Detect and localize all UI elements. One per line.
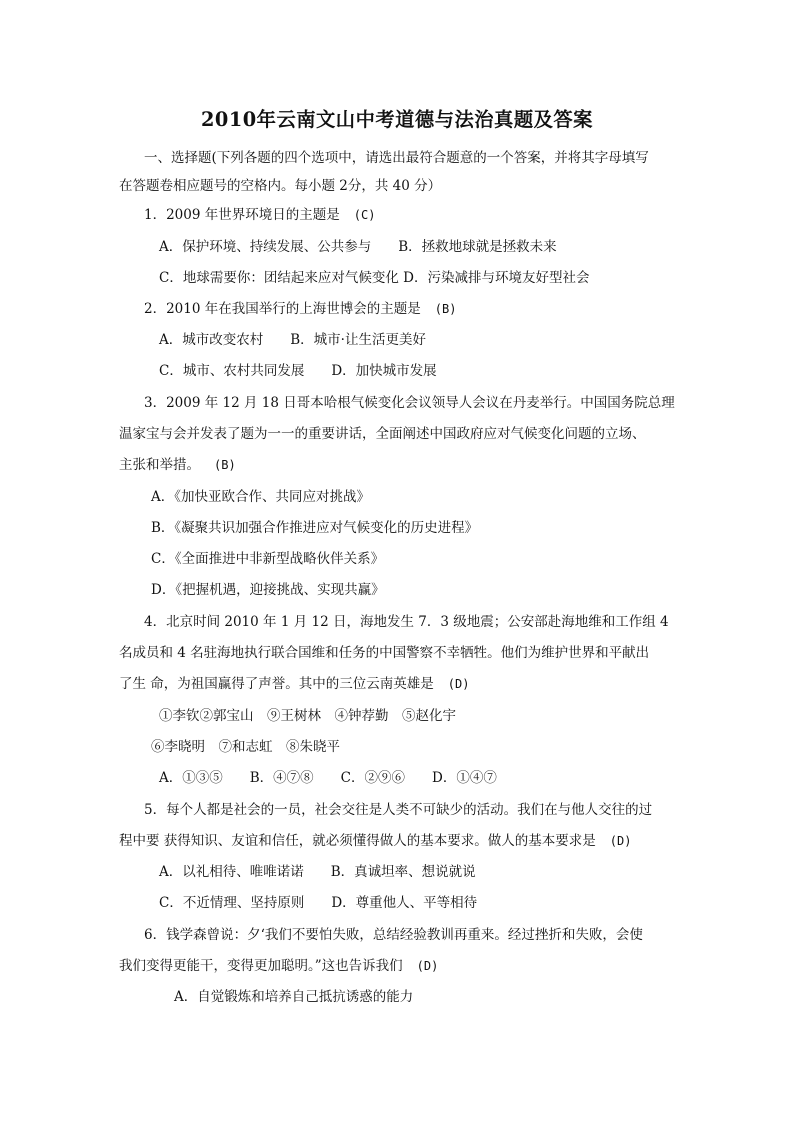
- question-3-option-c: C．《全面推进中非新型战略伙伴关系》: [151, 551, 385, 567]
- question-6-stem-line2: [119, 956, 438, 976]
- question-3-stem-line1: 3．2009 年 12 月 18 日哥本哈根气候变化会议领导人会议在丹麦举行。中国国务院总理: [144, 395, 675, 411]
- question-2-stem: [144, 299, 456, 319]
- question-3-option-b: B．《凝聚共识加强合作推进应对气候变化的历史进程》: [151, 520, 479, 536]
- question-1-answer: (C): [353, 208, 376, 222]
- question-6-option-a: A．自觉锻炼和培养自己抵抗诱惑的能力: [174, 989, 414, 1005]
- question-2-text: 2．2010 年在我国举行的上海世博会的主题是: [144, 301, 421, 317]
- question-3-option-d: D．《把握机遇，迎接挑战、实现共赢》: [151, 582, 385, 598]
- question-3-stem-line3: [119, 455, 236, 475]
- question-1-options-line1: A．保护环境、持续发展、公共参与 B．拯救地球就是拯救未来: [159, 239, 557, 255]
- question-5-stem-line2: [119, 831, 631, 851]
- question-4-names-line2: ⑥李晓明 ⑦和志虹 ⑧朱晓平: [151, 739, 340, 755]
- page-title: 2010年云南文山中考道德与法治真题及答案: [201, 108, 593, 131]
- question-5-options-line1: A．以礼相待、唯唯诺诺 B．真诚坦率、想说就说: [159, 864, 476, 880]
- question-5-stem-line1: 5．每个人都是社会的一员，社会交往是人类不可缺少的活动。我们在与他人交往的过: [144, 802, 653, 818]
- question-6-text: 我们变得更能干，变得更加聪明。”这也告诉我们: [119, 958, 403, 974]
- question-2-answer: (B): [434, 302, 457, 316]
- section-instructions-line1: 一、选择题(下列各题的四个选项中，请选出最符合题意的一个答案，并将其字母填写: [144, 150, 649, 166]
- question-3-stem-line2: 温家宝与会并发表了题为一一的重要讲话，全面阐述中国政府应对气候变化问题的立场、: [119, 426, 646, 442]
- question-2-options-line2: C．城市、农村共同发展 D．加快城市发展: [159, 363, 437, 379]
- question-1-text: 1．2009 年世界环境日的主题是: [144, 207, 340, 223]
- question-4-text: 了生 命，为祖国赢得了声誉。其中的三位云南英雄是: [119, 676, 434, 692]
- question-4-stem-line1: 4．北京时间 2010 年 1 月 12 日，海地发生 7．3 级地震；公安部赴海地维和工作组 4: [144, 614, 669, 630]
- question-4-names-line1: ①李钦②郭宝山 ⑨王树林 ④钟荐勤 ⑤赵化宇: [159, 708, 456, 724]
- question-4-answer: (D): [447, 677, 470, 691]
- question-5-answer: (D): [609, 834, 632, 848]
- section-instructions-line2: 在答题卷相应题号的空格内。每小题 2分，共 40 分）: [119, 178, 442, 194]
- question-4-stem-line3: [119, 674, 469, 694]
- question-4-stem-line2: 名成员和 4 名驻海地执行联合国维和任务的中国警察不幸牺牲。他们为维护世界和平献出: [119, 645, 650, 661]
- question-1-stem: [144, 205, 375, 225]
- question-6-stem-line1: 6．钱学森曾说：夕‘我们不要怕失败，总结经验教训再重来。经过挫折和失败，会使: [144, 927, 643, 943]
- question-4-options: A．①③⑤ B．④⑦⑧ C．②⑨⑥ D．①④⑦: [159, 770, 497, 786]
- question-2-options-line1: A．城市改变农村 B．城市·让生活更美好: [159, 332, 426, 348]
- question-1-options-line2: C．地球需要你：团结起来应对气候变化 D．污染减排与环境友好型社会: [159, 270, 590, 286]
- question-3-option-a: A．《加快亚欧合作、共同应对挑战》: [151, 489, 370, 505]
- question-5-options-line2: C．不近情理、坚持原则 D．尊重他人、平等相待: [159, 895, 478, 911]
- question-3-text: 主张和举措。: [119, 457, 200, 473]
- question-5-text: 程中要 获得知识、友谊和信任，就必须懂得做人的基本要求。做人的基本要求是: [119, 833, 596, 849]
- question-6-answer: (D): [416, 959, 439, 973]
- question-3-answer: (B): [214, 458, 236, 472]
